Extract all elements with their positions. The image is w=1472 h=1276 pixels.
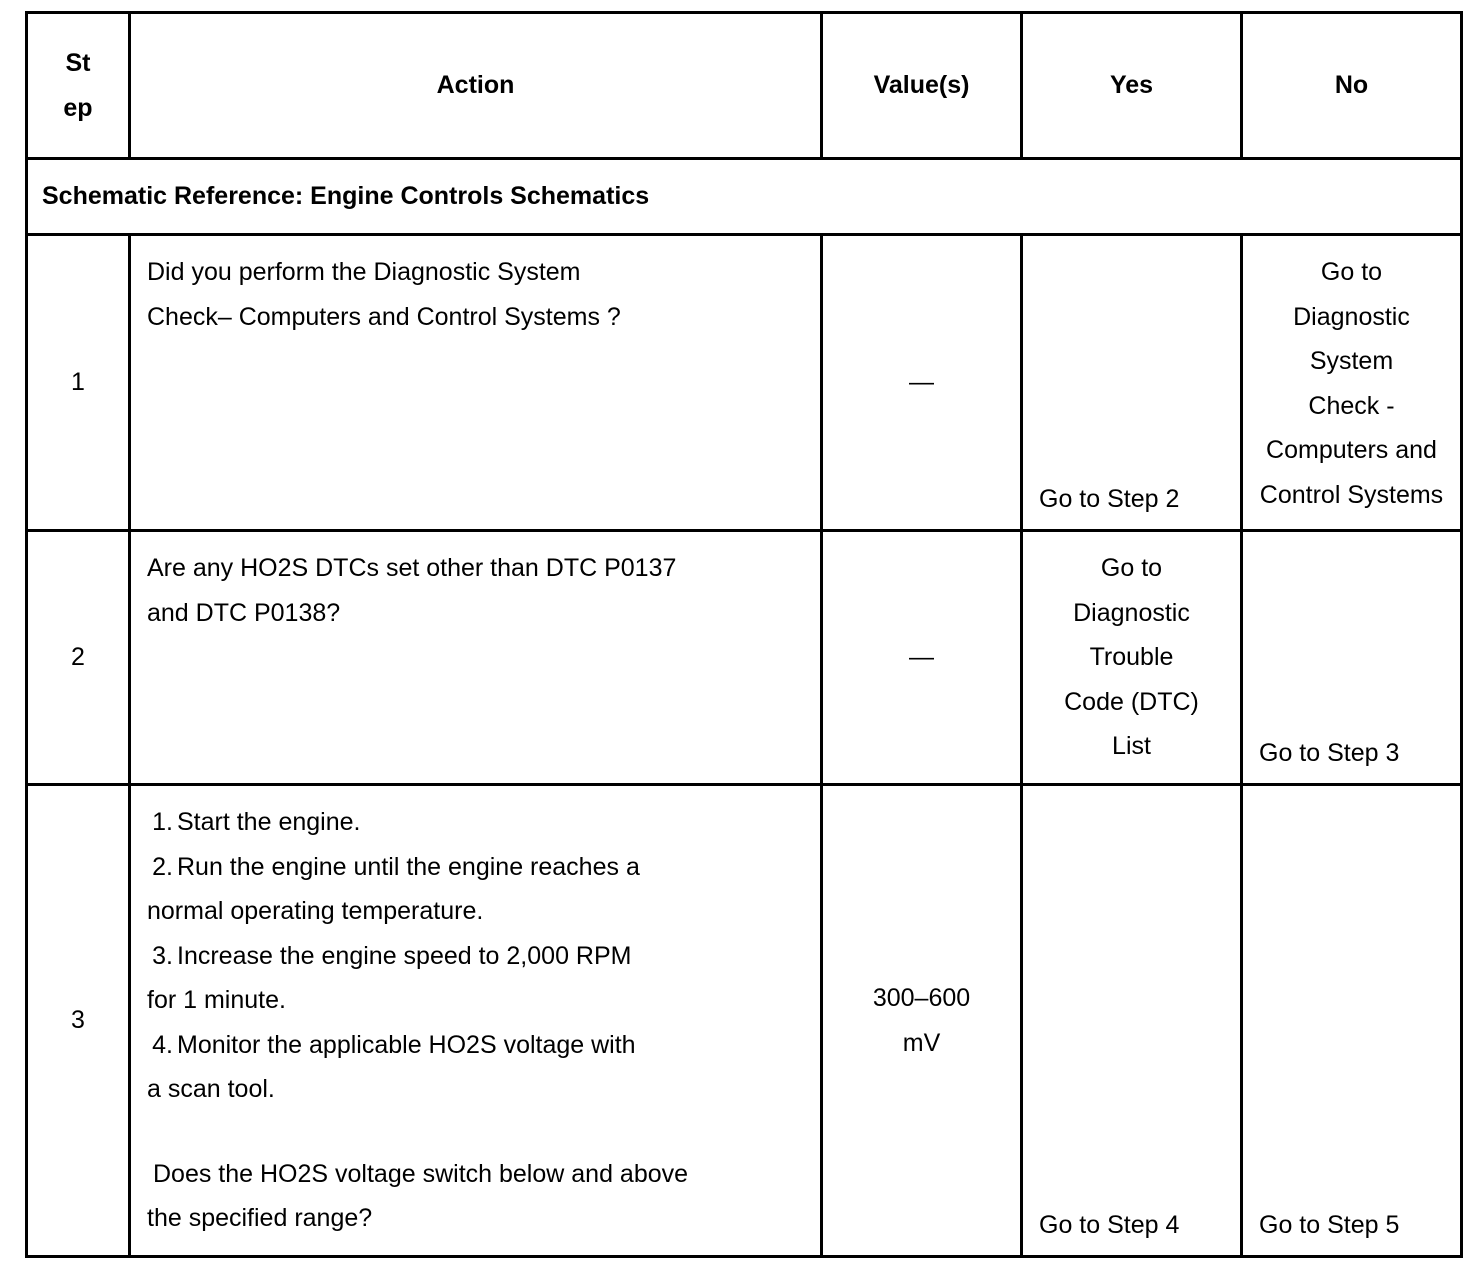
step-number: 3 [27,785,130,1257]
header-no: No [1242,13,1462,159]
goto-step-3-link[interactable]: Go to Step 3 [1259,738,1400,767]
value-cell: — [822,531,1022,785]
table-row [27,235,1462,531]
list-item: 2. Run the engine until the engine reaches a [152,852,640,881]
header-yes: Yes [1022,13,1242,159]
no-cell [1242,785,1462,1257]
header-step: St ep [27,13,130,159]
list-item: 4. Monitor the applicable HO2S voltage with [152,1030,636,1059]
goto-dtc-list-link[interactable]: Go to Diagnostic Trouble Code (DTC) List [1064,554,1199,760]
action-cell: Did you perform the Diagnostic System Check– Computers and Control Systems ? [130,235,822,531]
goto-step-2-link[interactable]: Go to Step 2 [1039,484,1180,513]
yes-cell [1022,531,1242,785]
schematic-reference: Schematic Reference: Engine Controls Schematics [27,159,1462,235]
goto-step-5-link[interactable]: Go to Step 5 [1259,1210,1400,1239]
action-cell: Are any HO2S DTCs set other than DTC P0137 and DTC P0138? [130,531,822,785]
table-row [27,785,1462,1257]
header-row [27,13,1462,159]
list-item: 1. Start the engine. [152,808,361,836]
yes-cell [1022,235,1242,531]
table-row [27,531,1462,785]
list-item: 3. Increase the engine speed to 2,000 RPM [152,941,632,970]
no-cell [1242,531,1462,785]
header-values: Value(s) [822,13,1022,159]
value-cell: 300–600 mV [822,785,1022,1257]
value-cell: — [822,235,1022,531]
action-cell: 1. Start the engine. 2. Run the engine until the engine reaches a normal operating temperature. 3. Increase the engine speed to 2,000 RPM for 1 minute. 4. Monitor the applicable HO2S voltage with a scan tool. Does the HO2S voltage switch below and above the specified range? [130,785,822,1257]
question-line: Does the HO2S voltage switch below and above [153,1159,689,1188]
header-action: Action [130,13,822,159]
diagnostic-table [25,11,1463,1258]
step-number: 1 [27,235,130,531]
reference-row [27,159,1462,235]
step-number: 2 [27,531,130,785]
no-cell [1242,235,1462,531]
yes-cell [1022,785,1242,1257]
goto-step-4-link[interactable]: Go to Step 4 [1039,1210,1180,1239]
goto-diagnostic-system-check-link[interactable]: Go to Diagnostic System Check - Computers and Control Systems [1259,258,1444,509]
